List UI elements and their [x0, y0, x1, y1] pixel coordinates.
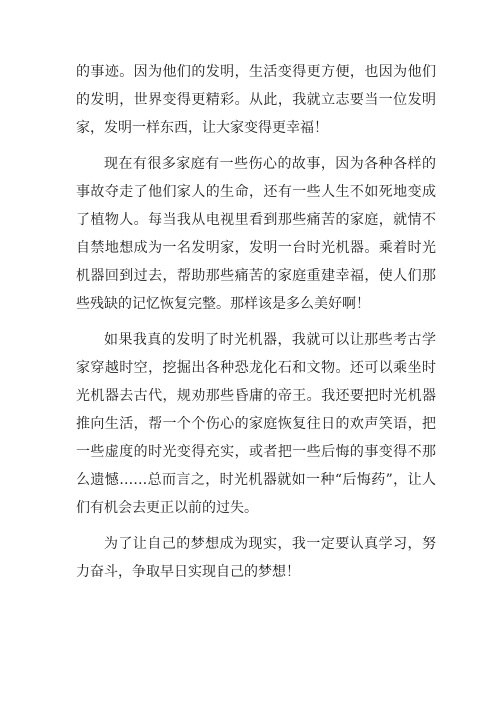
- document-body: [76, 58, 436, 586]
- paragraph-3: 如果我真的发明了时光机器，我就可以让那些考古学家穿越时空，挖掘出各种恐龙化石和文物。还可以乘坐时光机器去古代，规劝那些昏庸的帝王。我还要把时光机器推向生活，帮一个个伤心的家庭恢复往日的欢声笑语，把一些虚度的时光变得充实，或者把一些后悔的事变得不那么遗憾……总而言之，时光机器就如一种“后悔药”，让人们有机会去更正以前的过失。: [76, 332, 436, 516]
- paragraph-1: 的事迹。因为他们的发明，生活变得更方便，也因为他们的发明，世界变得更精彩。从此，我就立志要当一位发明家，发明一样东西，让大家变得更幸福！: [76, 64, 436, 136]
- paragraph-4: 为了让自己的梦想成为现实，我一定要认真学习，努力奋斗，争取早日实现自己的梦想！: [76, 536, 436, 580]
- paragraph-2: 现在有很多家庭有一些伤心的故事，因为各种各样的事故夺走了他们家人的生命，还有一些人生不如死地变成了植物人。每当我从电视里看到那些痛苦的家庭，就情不自禁地想成为一名发明家，发明一台时光机器。乘着时光机器回到过去，帮助那些痛苦的家庭重建幸福，使人们那些残缺的记忆恢复完整。那样该是多么美好啊！: [76, 156, 436, 312]
